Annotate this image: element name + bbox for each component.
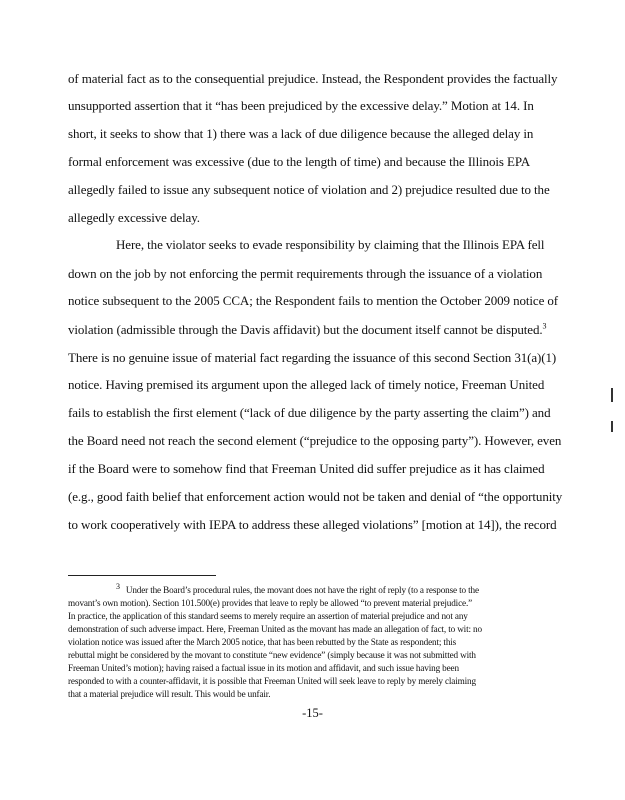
body-line: if the Board were to somehow find that Freeman United did suffer prejudice as it has claimed [68,461,545,476]
footnote-line: movant’s own motion). Section 101.500(e) provides that leave to reply be allowed “to prevent material prejudice.” [68,598,473,608]
body-line-with-footnote-ref [68,322,548,338]
body-line: of material fact as to the consequential prejudice. Instead, the Respondent provides the factually [68,71,558,86]
footnote-marker: 3 [116,581,120,591]
footnote-line [68,581,548,596]
body-line: fails to establish the first element (“lack of due diligence by the party asserting the claim”) and [68,405,551,420]
footnote-line: responded to with a counter-affidavit, it is possible that Freeman United will seek leave to reply by merely claiming [68,676,476,686]
body-line: unsupported assertion that it “has been prejudiced by the excessive delay.” Motion at 14. In [68,98,534,113]
scan-edge-mark [611,421,613,432]
body-line: allegedly excessive delay. [68,210,200,225]
footnote-line: violation notice was issued after the March 2005 notice, that has been rebutted by the State as respondent; this [68,637,457,647]
scan-edge-mark [611,388,613,402]
body-line: Here, the violator seeks to evade responsibility by claiming that the Illinois EPA fell [116,237,545,252]
body-line: down on the job by not enforcing the permit requirements through the issuance of a violation [68,266,543,281]
body-line: (e.g., good faith belief that enforcement action would not be taken and denial of “the opportunity [68,489,563,504]
body-line: to work cooperatively with IEPA to address these alleged violations” [motion at 14]), the record [68,517,557,532]
footnote-separator [68,575,216,576]
page-number: -15- [302,706,323,720]
footnote-line: Freeman United’s motion); having raised a factual issue in its motion and affidavit, and such issue having been [68,663,459,673]
body-line-text: violation (admissible through the Davis affidavit) but the document itself cannot be disputed. [68,322,543,337]
footnote-line: demonstration of such adverse impact. Here, Freeman United as the movant has made an allegation of fact, to wit: no [68,624,482,634]
footnote-line: In practice, the application of this standard seems to merely require an assertion of material prejudice and not any [68,611,468,621]
body-line: short, it seeks to show that 1) there was a lack of due diligence because the alleged delay in [68,126,534,141]
footnote-line: that a material prejudice will result. This would be unfair. [68,689,271,699]
body-line: notice subsequent to the 2005 CCA; the Respondent fails to mention the October 2009 notice of [68,293,559,308]
footnote-line: rebuttal might be considered by the movant to constitute “new evidence” (simply because it was not submitted with [68,650,476,660]
body-line: notice. Having premised its argument upon the alleged lack of timely notice, Freeman United [68,377,545,392]
footnote-reference[interactable]: 3 [542,321,547,331]
body-line: formal enforcement was excessive (due to the length of time) and because the Illinois EPA [68,154,531,169]
body-line: allegedly failed to issue any subsequent notice of violation and 2) prejudice resulted due to the [68,182,550,197]
footnote-text: Under the Board’s procedural rules, the movant does not have the right of reply (to a response to the [125,585,479,595]
body-line: There is no genuine issue of material fact regarding the issuance of this second Section 31(a)(1) [68,350,557,365]
body-line: the Board need not reach the second element (“prejudice to the opposing party”). However, even [68,433,562,448]
